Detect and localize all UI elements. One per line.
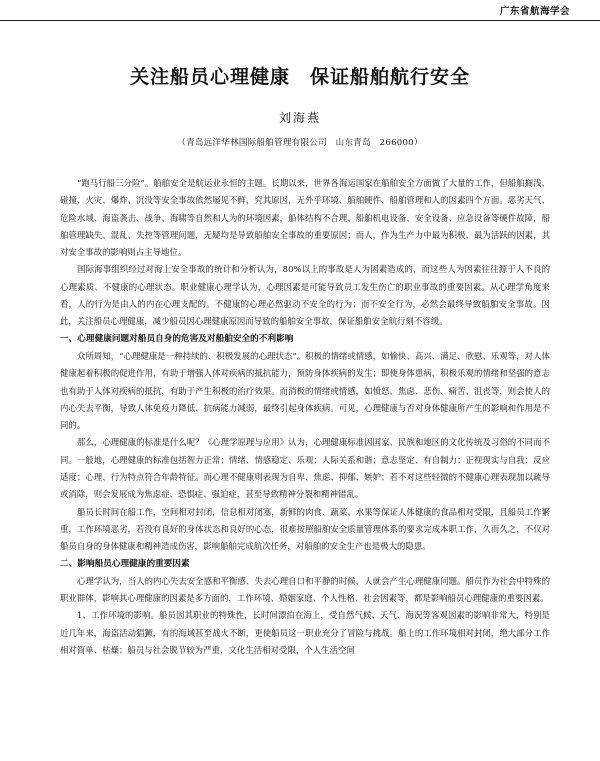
paragraph-crew-conditions: 船员长时间在船工作，空间相对封闭，信息相对闭塞，新鲜的肉食、蔬菜、水果等保证人体健康的食品相对受限，且船员工作繁重，工作环境恶劣，若没有良好的身体状态和良好的心态，很难按照船舶安全质量管理体系的要求完成本职工作，久而久之，不仅对船员自身的身体健康和精神造成伤害，影响船舶完成航次任务，对船舶的安全生产也是极大的隐患。 — [60, 506, 550, 552]
section-heading-2: 二、影响船员心理健康的重要因素 — [60, 558, 190, 569]
paragraph-imo: 国际海事组织经过对海上安全事故的统计和分析认为，80%以上的事故是人为因素造成的，而这些人为因素往往源于人不良的心理素质、不健康的心理状态。职业健康心理学认为，心理因素是可能导致员工发生伤亡的职业事故的重要因素。从心理学角度来看，人的行为是由人的内在心理支配的。不健康的心理必然驱动不安全的行为；而不安全行为，必然会最终导致船舶安全事故。因此，关注船员心理健康，减少船员因心理健康原因而导致的船舶安全事故，保证船舶安全航行刻不容缓。 — [60, 264, 550, 327]
paragraph-standards: 那么，心理健康的标准是什么呢？《心理学原理与应用》认为，心理健康标准因国家、民族和地区的文化传统及习俗的不同而不同。一般地，心理健康的标准包括智力正常；情绪、情感稳定、乐观；人际关系和谐；意志坚定、有自制力；正视现实与自我；反应适度；心理、行为特点符合年龄特征。而心理不健康则表现为自卑、焦虑、抑郁、嫉妒；若不对这些轻微的不健康心理表现加以疏导或消除，则会发展成为焦虑症、恐惧症、强迫症，甚至导致精神分裂和精神错乱。 — [60, 437, 550, 500]
article-author: 刘海燕 — [278, 111, 321, 125]
journal-name: 广东省航海学会 — [499, 6, 570, 17]
section-heading-1: 一、心理健康问题对船员自身的危害及对船舶安全的不利影响 — [60, 333, 294, 344]
article-affiliation: （青岛远洋华林国际船舶管理有限公司 山东青岛 266000） — [177, 138, 423, 148]
paragraph-work-environment: 1、工作环境的影响。船员因其职业的特殊性，长时间漂泊在海上，受自然气候、天气、海况等客观因素的影响非常大，特别是近几年来，海盗活动猖獗，有的海域甚至战火不断，更使船员这一职业充分了冒险与挑战。船上的工作环境相对封闭，绝大部分工作相对简单、枯燥；船员与社会脱节较为严重，文化生活相对受限，个人生活空间 — [60, 610, 550, 656]
paragraph-intro: “跑马行船三分险”。船舶安全是航运业永恒的主题。长期以来，世界各海运国家在船舶安全方面做了大量的工作，但船舶搁浅、碰撞、火灾、爆炸、沉没等安全事故依然屡见不鲜，究其原因，无外乎环境、船舶硬件、船舶管理和人的因素四个方面。恶劣天气、危险水域、海盗袭击、战争、海啸等自然和人为的环境因素，船体结构不合理、船舶机电设备、安全设备、应急设备等硬件故障，船舶管理缺失、混乱、失控等管理问题，无疑均是导致船舶安全事故的重要原因；而人，作为生产力中最为积极、最为活跃的因素，其对安全事故的影响则占主导地位。 — [60, 178, 550, 258]
article-title: 关注船员心理健康 保证船舶航行安全 — [129, 66, 470, 88]
paragraph-mental-health: 众所周知，“心理健康是一种持续的、积极发展的心理状态”。积极的情绪或情感，如愉快、高兴、满足、欣慰、乐观等，对人体健康起着积极的促进作用，有助于增强人体对疾病的抵抗能力，预防身体疾病的发生；即使身体患病，积极乐观的情绪和坚强的意志也有助于人体对疾病的抵抗，有助于产生积极的治疗效果。而消极的情绪或情感，如愤怒、焦虑、悲伤、痛苦、沮丧等，则会使人的内心失去平衡，导致人体免疫力降低、抗病能力减弱，最终引起身体疾病。可见，心理健康与否对身体健康所产生的影响和作用是不同的。 — [60, 350, 550, 431]
article-body — [60, 175, 550, 659]
paragraph-factors: 心理学认为，当人的内心失去安全感和平衡感、失去心理自口和平静的时候，人就会产生心理健康问题。船员作为社会中特殊的职业群体，影响其心理健康的因素是多方面的，工作环境、婚姻家庭、个人性格、社会因素等，都是影响船员心理健康的重要因素。 — [60, 575, 550, 604]
header-rule — [0, 20, 600, 21]
